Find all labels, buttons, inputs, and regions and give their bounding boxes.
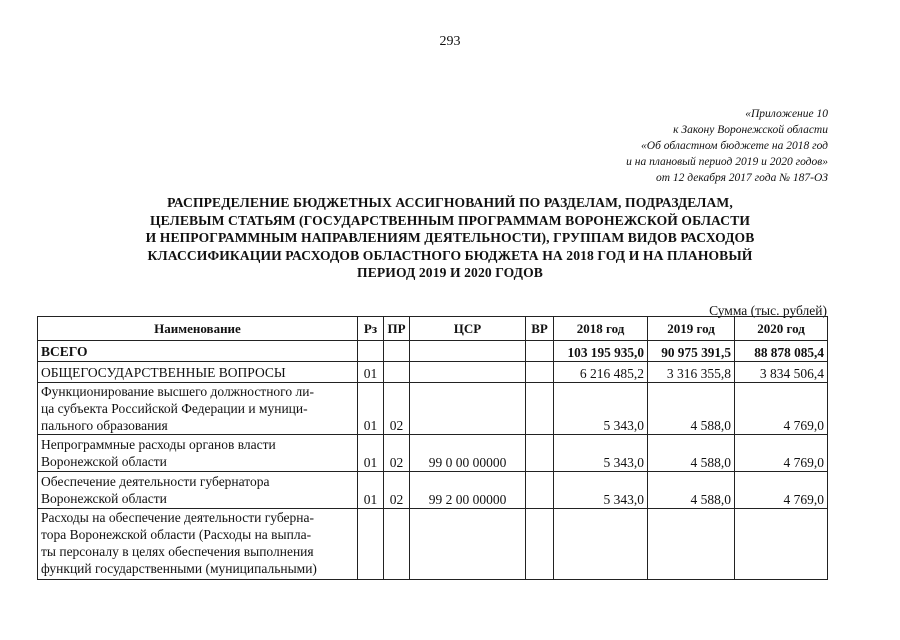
row-name [38, 383, 358, 435]
row-name-line: ОБЩЕГОСУДАРСТВЕННЫЕ ВОПРОСЫ [41, 364, 286, 380]
row-rz: 01 [358, 362, 384, 383]
row-vr [526, 509, 554, 580]
header-name: Наименование [38, 317, 358, 341]
row-name-line: Воронежской области [41, 454, 167, 469]
row-2020: 88 878 085,4 [735, 341, 828, 362]
row-name-line: ВСЕГО [41, 343, 88, 359]
table-row [38, 472, 828, 509]
row-name [38, 341, 358, 362]
row-2020 [735, 509, 828, 580]
table-header-row [38, 317, 828, 341]
row-2018 [554, 509, 648, 580]
title-line: ПЕРИОД 2019 И 2020 ГОДОВ [357, 265, 543, 280]
row-2019: 3 316 355,8 [648, 362, 735, 383]
row-name-line: функций государственными (муниципальными) [41, 561, 317, 576]
row-2019: 4 588,0 [648, 383, 735, 435]
row-2020: 3 834 506,4 [735, 362, 828, 383]
header-csr: ЦСР [410, 317, 526, 341]
row-name [38, 362, 358, 383]
row-2018: 103 195 935,0 [554, 341, 648, 362]
row-name [38, 509, 358, 580]
row-2019: 90 975 391,5 [648, 341, 735, 362]
document-title [80, 194, 820, 282]
table-row [38, 435, 828, 472]
appendix-line: от 12 декабря 2017 года № 187-ОЗ [655, 172, 828, 184]
table-row [38, 362, 828, 383]
title-line: ЦЕЛЕВЫМ СТАТЬЯМ (ГОСУДАРСТВЕННЫМ ПРОГРАММАМ ВОРОНЕЖСКОЙ ОБЛАСТИ [149, 212, 751, 228]
appendix-reference [626, 106, 828, 186]
row-name-line: тора Воронежской области (Расходы на выпла- [41, 527, 312, 542]
row-name-line: Расходы на обеспечение деятельности губерна- [41, 510, 314, 525]
row-2018: 5 343,0 [554, 435, 648, 472]
title-line: КЛАССИФИКАЦИИ РАСХОДОВ ОБЛАСТНОГО БЮДЖЕТА НА 2018 ГОД И НА ПЛАНОВЫЙ [147, 247, 753, 263]
row-name-line: Воронежской области [41, 491, 167, 506]
row-2019: 4 588,0 [648, 435, 735, 472]
units-label: Сумма (тыс. рублей) [709, 303, 827, 318]
row-rz [358, 509, 384, 580]
table-row [38, 509, 828, 580]
row-2019 [648, 509, 735, 580]
row-rz: 01 [358, 435, 384, 472]
row-name-line: Обеспечение деятельности губернатора [41, 474, 270, 489]
header-2020: 2020 год [735, 317, 828, 341]
row-2019: 4 588,0 [648, 472, 735, 509]
row-name-line: Непрограммные расходы органов власти [41, 437, 276, 452]
page-number: 293 [439, 34, 461, 49]
row-rz [358, 341, 384, 362]
row-name-line: ца субъекта Российской Федерации и муници- [41, 401, 308, 416]
title-line: И НЕПРОГРАММНЫМ НАПРАВЛЕНИЯМ ДЕЯТЕЛЬНОСТИ), ГРУППАМ ВИДОВ РАСХОДОВ [145, 230, 755, 245]
row-name-line: ты персоналу в целях обеспечения выполнения [41, 544, 314, 559]
row-pr: 02 [384, 383, 410, 435]
header-2019: 2019 год [648, 317, 735, 341]
row-pr [384, 341, 410, 362]
row-csr [410, 341, 526, 362]
row-vr [526, 383, 554, 435]
row-2020: 4 769,0 [735, 383, 828, 435]
row-vr [526, 472, 554, 509]
table-row [38, 383, 828, 435]
row-pr [384, 362, 410, 383]
appendix-line: «Об областном бюджете на 2018 год [641, 140, 828, 152]
row-2020: 4 769,0 [735, 472, 828, 509]
row-name-line: Функционирование высшего должностного ли- [41, 384, 314, 399]
header-pr: ПР [384, 317, 410, 341]
row-2018: 5 343,0 [554, 383, 648, 435]
row-vr [526, 435, 554, 472]
row-pr: 02 [384, 472, 410, 509]
row-vr [526, 341, 554, 362]
row-vr [526, 362, 554, 383]
row-rz: 01 [358, 472, 384, 509]
row-2020: 4 769,0 [735, 435, 828, 472]
row-name [38, 435, 358, 472]
row-rz: 01 [358, 383, 384, 435]
appendix-line: и на плановый период 2019 и 2020 годов» [626, 156, 828, 168]
title-line: РАСПРЕДЕЛЕНИЕ БЮДЖЕТНЫХ АССИГНОВАНИЙ ПО РАЗДЕЛАМ, ПОДРАЗДЕЛАМ, [167, 195, 733, 210]
row-csr [410, 509, 526, 580]
row-name [38, 472, 358, 509]
table-row-total [38, 341, 828, 362]
row-csr [410, 362, 526, 383]
header-vr: ВР [526, 317, 554, 341]
row-name-line: пального образования [41, 418, 168, 433]
row-csr: 99 0 00 00000 [410, 435, 526, 472]
header-2018: 2018 год [554, 317, 648, 341]
row-csr [410, 383, 526, 435]
row-pr: 02 [384, 435, 410, 472]
row-pr [384, 509, 410, 580]
header-rz: Рз [358, 317, 384, 341]
appendix-line: «Приложение 10 [745, 108, 828, 120]
row-csr: 99 2 00 00000 [410, 472, 526, 509]
row-2018: 6 216 485,2 [554, 362, 648, 383]
appendix-line: к Закону Воронежской области [673, 124, 828, 136]
row-2018: 5 343,0 [554, 472, 648, 509]
budget-table [37, 316, 828, 580]
